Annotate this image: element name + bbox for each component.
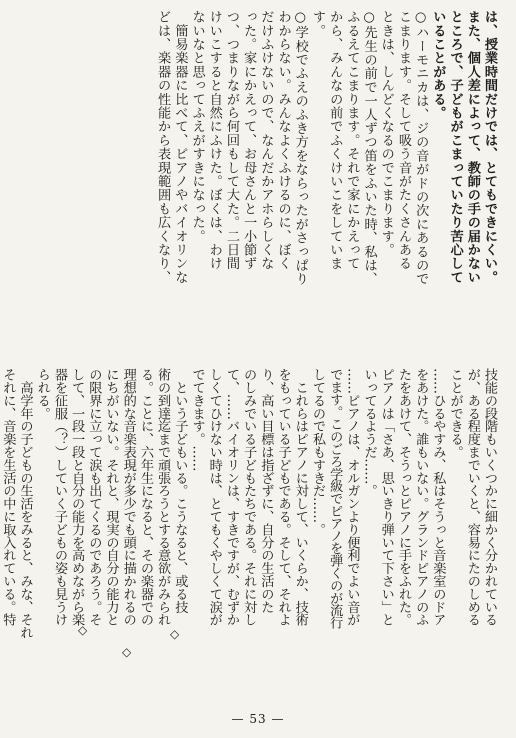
text-column: どは、楽器の性能から表現範囲も広くなり、	[155, 10, 171, 284]
diamond-ornament-icon: ◇	[78, 623, 88, 637]
text-column: という子どもいる。こうなると、或る技	[172, 368, 188, 614]
text-column: つ、つまりながら何回もして大た。二日間	[223, 10, 239, 271]
text-column: また、個人差によって、教師の手の届かない	[464, 10, 480, 284]
text-column: す。	[309, 10, 325, 38]
text-column: て、……バイオリンは、すきですが、むずか	[223, 368, 239, 626]
text-column: にちがいない。それと、現実の自分の能力と	[103, 368, 119, 627]
text-column: いることがある。	[430, 10, 446, 120]
text-column: ○先生の前で一人ずつ笛をふいた時、私は、	[361, 10, 377, 286]
text-column: 技能の段階もいくつかに細かく分かれている	[482, 368, 497, 627]
text-column: から、みんなの前でふくけいこをしていま	[327, 10, 343, 271]
text-column: をあけた。誰もいない。グランドピアノのふ	[413, 368, 429, 627]
text-column: しくてひけない時は、とてもくやしくて涙が	[206, 368, 222, 627]
diamond-ornament-icon: ◇	[122, 645, 132, 659]
section-end-ornaments	[70, 618, 220, 658]
diamond-ornament-icon: ◇	[170, 627, 180, 641]
text-column: られる。	[34, 368, 50, 420]
upper-text-tier	[14, 10, 498, 310]
text-column: だけふけないので、なんだかアホらしくな	[258, 10, 274, 271]
text-column: わからない。みんなよくふけるのに、ぼく	[275, 10, 291, 271]
text-column: ところで、子どもがこまっていたり苦心して	[447, 10, 463, 284]
text-column: でます。このごろ学級でピアノを弾くのが流行	[327, 368, 343, 629]
text-column: して、一段一段と自分の能力を高めながら楽	[69, 368, 85, 627]
text-column: これらはピアノに対して、いくらか、技術	[292, 368, 308, 627]
text-column: 高学年の子どもの生活をみると、みな、それ	[17, 368, 33, 639]
text-column: ……ピアノは、オルガンより便利でよい音が	[344, 368, 360, 626]
text-column: ことができる。	[447, 368, 463, 459]
text-column: のしみでいる子どもたちである。それに対し	[241, 368, 257, 627]
text-column: ○ハーモニカは、ジの音がドの次にあるので	[413, 10, 429, 286]
page-number: — 53 —	[231, 712, 285, 726]
text-column: 器を征服（？）していく子どもの姿も見うけ	[51, 368, 67, 627]
text-column: ないなと思ってふえがすきになった。	[189, 10, 205, 243]
text-column: ○学校でふえのふき方をならったがさっぱり	[292, 10, 308, 286]
text-column: の限界に立って涙も出てくるのであろう。そ	[86, 368, 102, 627]
text-column: けいこすると自然にふけた。ぼくは、わけ	[206, 10, 222, 271]
text-column: こまります。そして吸う音がたくさんある	[395, 10, 411, 271]
text-column: してるので私もすきだ……。	[309, 368, 325, 536]
text-column: ときは、しんどくなるのでこまります。	[378, 10, 394, 257]
text-column: それに、音楽を生活の中に取入れている。特	[0, 368, 16, 627]
text-column: 理想的な音楽表現が多少でも頭に描かれるの	[120, 368, 136, 627]
text-column: いってるようだ……。	[361, 368, 377, 497]
text-column: ピアノは「さあ、思いきり弾いて下さい」と	[378, 368, 394, 627]
text-column: が、ある程度までいくと、容易にたのしめる	[464, 368, 480, 627]
text-column: たをあけて、そうっとピアノに手をふれた。	[395, 368, 411, 627]
text-column: でてきます。……	[189, 368, 205, 472]
text-column: ……ひるやすみ、私はそうっと音楽室のドア	[430, 368, 446, 626]
text-column: ふるえてこまります。それで家にかえって	[344, 10, 360, 271]
text-column: った。家にかえって、お母さんと一小節ず	[241, 10, 257, 271]
text-column: る。ことに、六年生になると、その楽器での	[137, 368, 153, 627]
text-column: は、授業時間だけでは、とてもできにくい。	[482, 10, 497, 284]
text-column: り、高い目標は指ざずに、自分の生活のた	[258, 368, 274, 614]
text-column: をもっている子どもである。そして、それよ	[275, 368, 291, 627]
text-column: 簡易楽器に比べて、ピアノやバイオリンな	[172, 10, 188, 284]
text-column: 術の到達迄まで頑張ろうとする意欲がみられ	[155, 368, 171, 627]
